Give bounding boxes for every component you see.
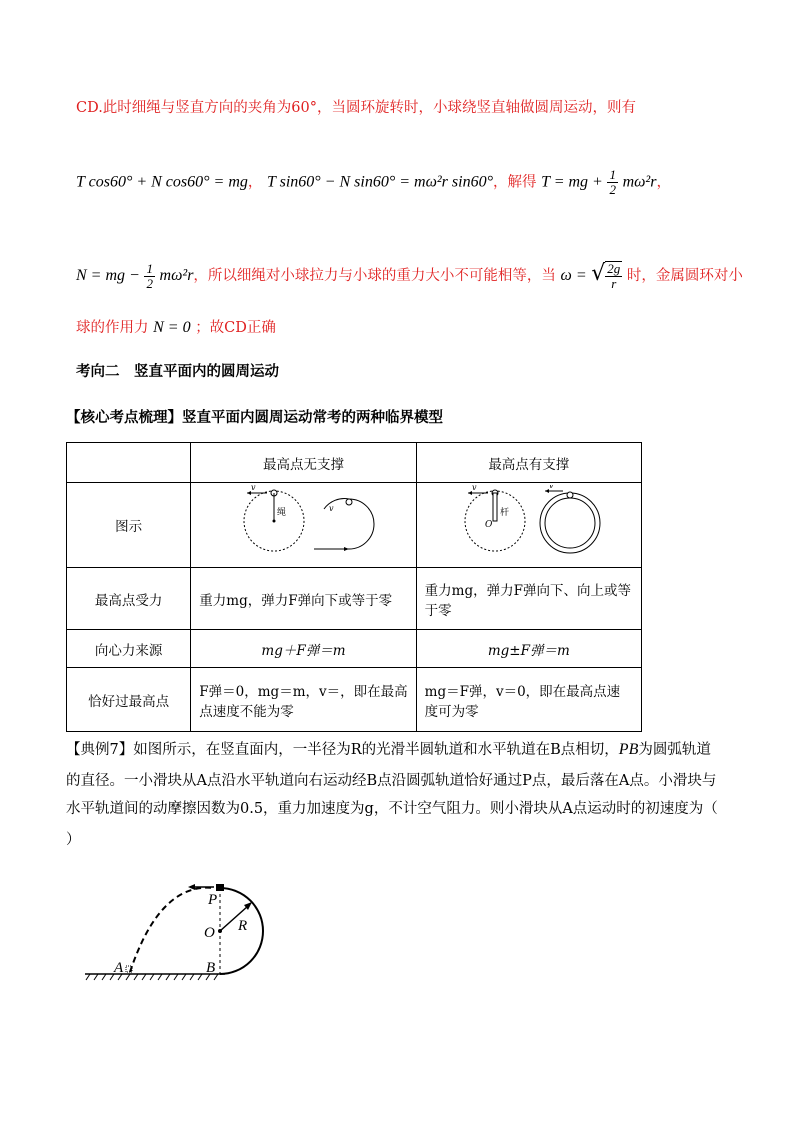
rod-label: 杆 [499,508,509,518]
equation-4-left: N = mg − [76,267,140,284]
equation-line-3 [76,261,743,291]
with-support-diagram [425,485,625,561]
solution-line-4 [76,318,276,338]
table-cell: F弹＝0，mg＝m，v＝，即在最高点速度不能为零 [191,668,416,732]
table-cell: mg＝F弹，v＝0，即在最高点速度可为零 [416,668,641,732]
table-header-row [67,443,642,483]
separator: ， [247,174,263,191]
conclusion-text: ，所以细绳对小球拉力与小球的重力大小不可能相等，当 [193,268,556,284]
velocity-label: v [471,485,477,492]
section-heading: 考向二 竖直平面内的圆周运动 [76,363,279,380]
point-p-label: P [208,892,218,908]
table-cell: 最高点受力 [67,568,191,630]
equation-3-right: mω²r [622,173,657,191]
center-label: O [484,520,493,530]
example-line-4: ） [66,832,81,848]
point-a-label: A [114,960,124,976]
separator: ， [656,174,671,191]
radius-label: R [238,918,248,934]
solution-line-1: CD.此时细绳与竖直方向的夹角为60°，当圆环旋转时，小球绕竖直轴做圆周运动，则有 [76,100,637,116]
point-o-label: O [204,925,215,941]
table-row [67,630,642,668]
velocity-label: v [548,485,554,490]
equation-1: T cos60° + N cos60° = mg [76,173,248,191]
pb-label: PB [618,741,639,758]
equation-3-left: T = mg + [541,173,603,191]
figure-with-support [416,483,641,568]
velocity-label: v [251,485,256,492]
velocity-label: v [329,504,334,513]
track-diagram [80,872,300,990]
table-cell: 向心力来源 [67,630,191,668]
table-cell: 重力mg，弹力F弹向下或等于零 [191,568,416,630]
table-row-figure [67,483,642,568]
rope-label: 绳 [277,508,287,518]
line4-conclusion: ；故CD正确 [195,320,276,336]
no-support-diagram [199,485,399,561]
section-subheading: 【核心考点梳理】竖直平面内圆周运动常考的两种临界模型 [66,409,443,426]
example-text: 为圆弧轨道 [638,742,711,758]
equation-4-right: mω²r [159,267,194,284]
fraction-half: $\frac{1}{2}$ [609,167,616,197]
table-cell: mg±F弹＝m [416,630,641,668]
comparison-table [66,442,642,732]
example-line-1 [66,740,711,760]
omega-equation: ω = [560,267,587,284]
equation-2: T sin60° − N sin60° = mω²r sin60° [267,173,493,191]
line4-text: 球的作用力 [76,320,149,336]
table-row [67,568,642,630]
figure-no-support [191,483,416,568]
table-header-cell: 最高点无支撑 [191,443,416,483]
conclusion-tail: 时，金属圆环对小 [626,268,743,284]
example-line-3: 水平轨道间的动摩擦因数为0.5，重力加速度为g，不计空气阻力。则小滑块从A点运动时的初速度为（ [66,801,718,817]
n-zero-equation: N = 0 [153,319,191,336]
fraction-half: $\frac{1}{2}$ [146,260,153,291]
table-cell: 恰好过最高点 [67,668,191,732]
table-header-cell [67,443,191,483]
separator: ，解得 [492,174,537,191]
table-cell: 重力mg，弹力F弹向下、向上或等于零 [416,568,641,630]
sqrt-expression: √ $\frac{2g}{r}$ [591,261,621,291]
example-text: 【典例7】如图所示，在竖直面内，一半径为R的光滑半圆轨道和水平轨道在B点相切， [66,742,619,758]
table-row [67,668,642,732]
equation-line-2 [76,168,671,197]
table-cell: 图示 [67,483,191,568]
table-header-cell: 最高点有支撑 [416,443,641,483]
point-b-label: B [206,960,216,976]
example-line-2: 的直径。一小滑块从A点沿水平轨道向右运动经B点沿圆弧轨道恰好通过P点，最后落在A点。小滑块与 [66,773,717,789]
table-cell: mg＋F弹＝m [191,630,416,668]
